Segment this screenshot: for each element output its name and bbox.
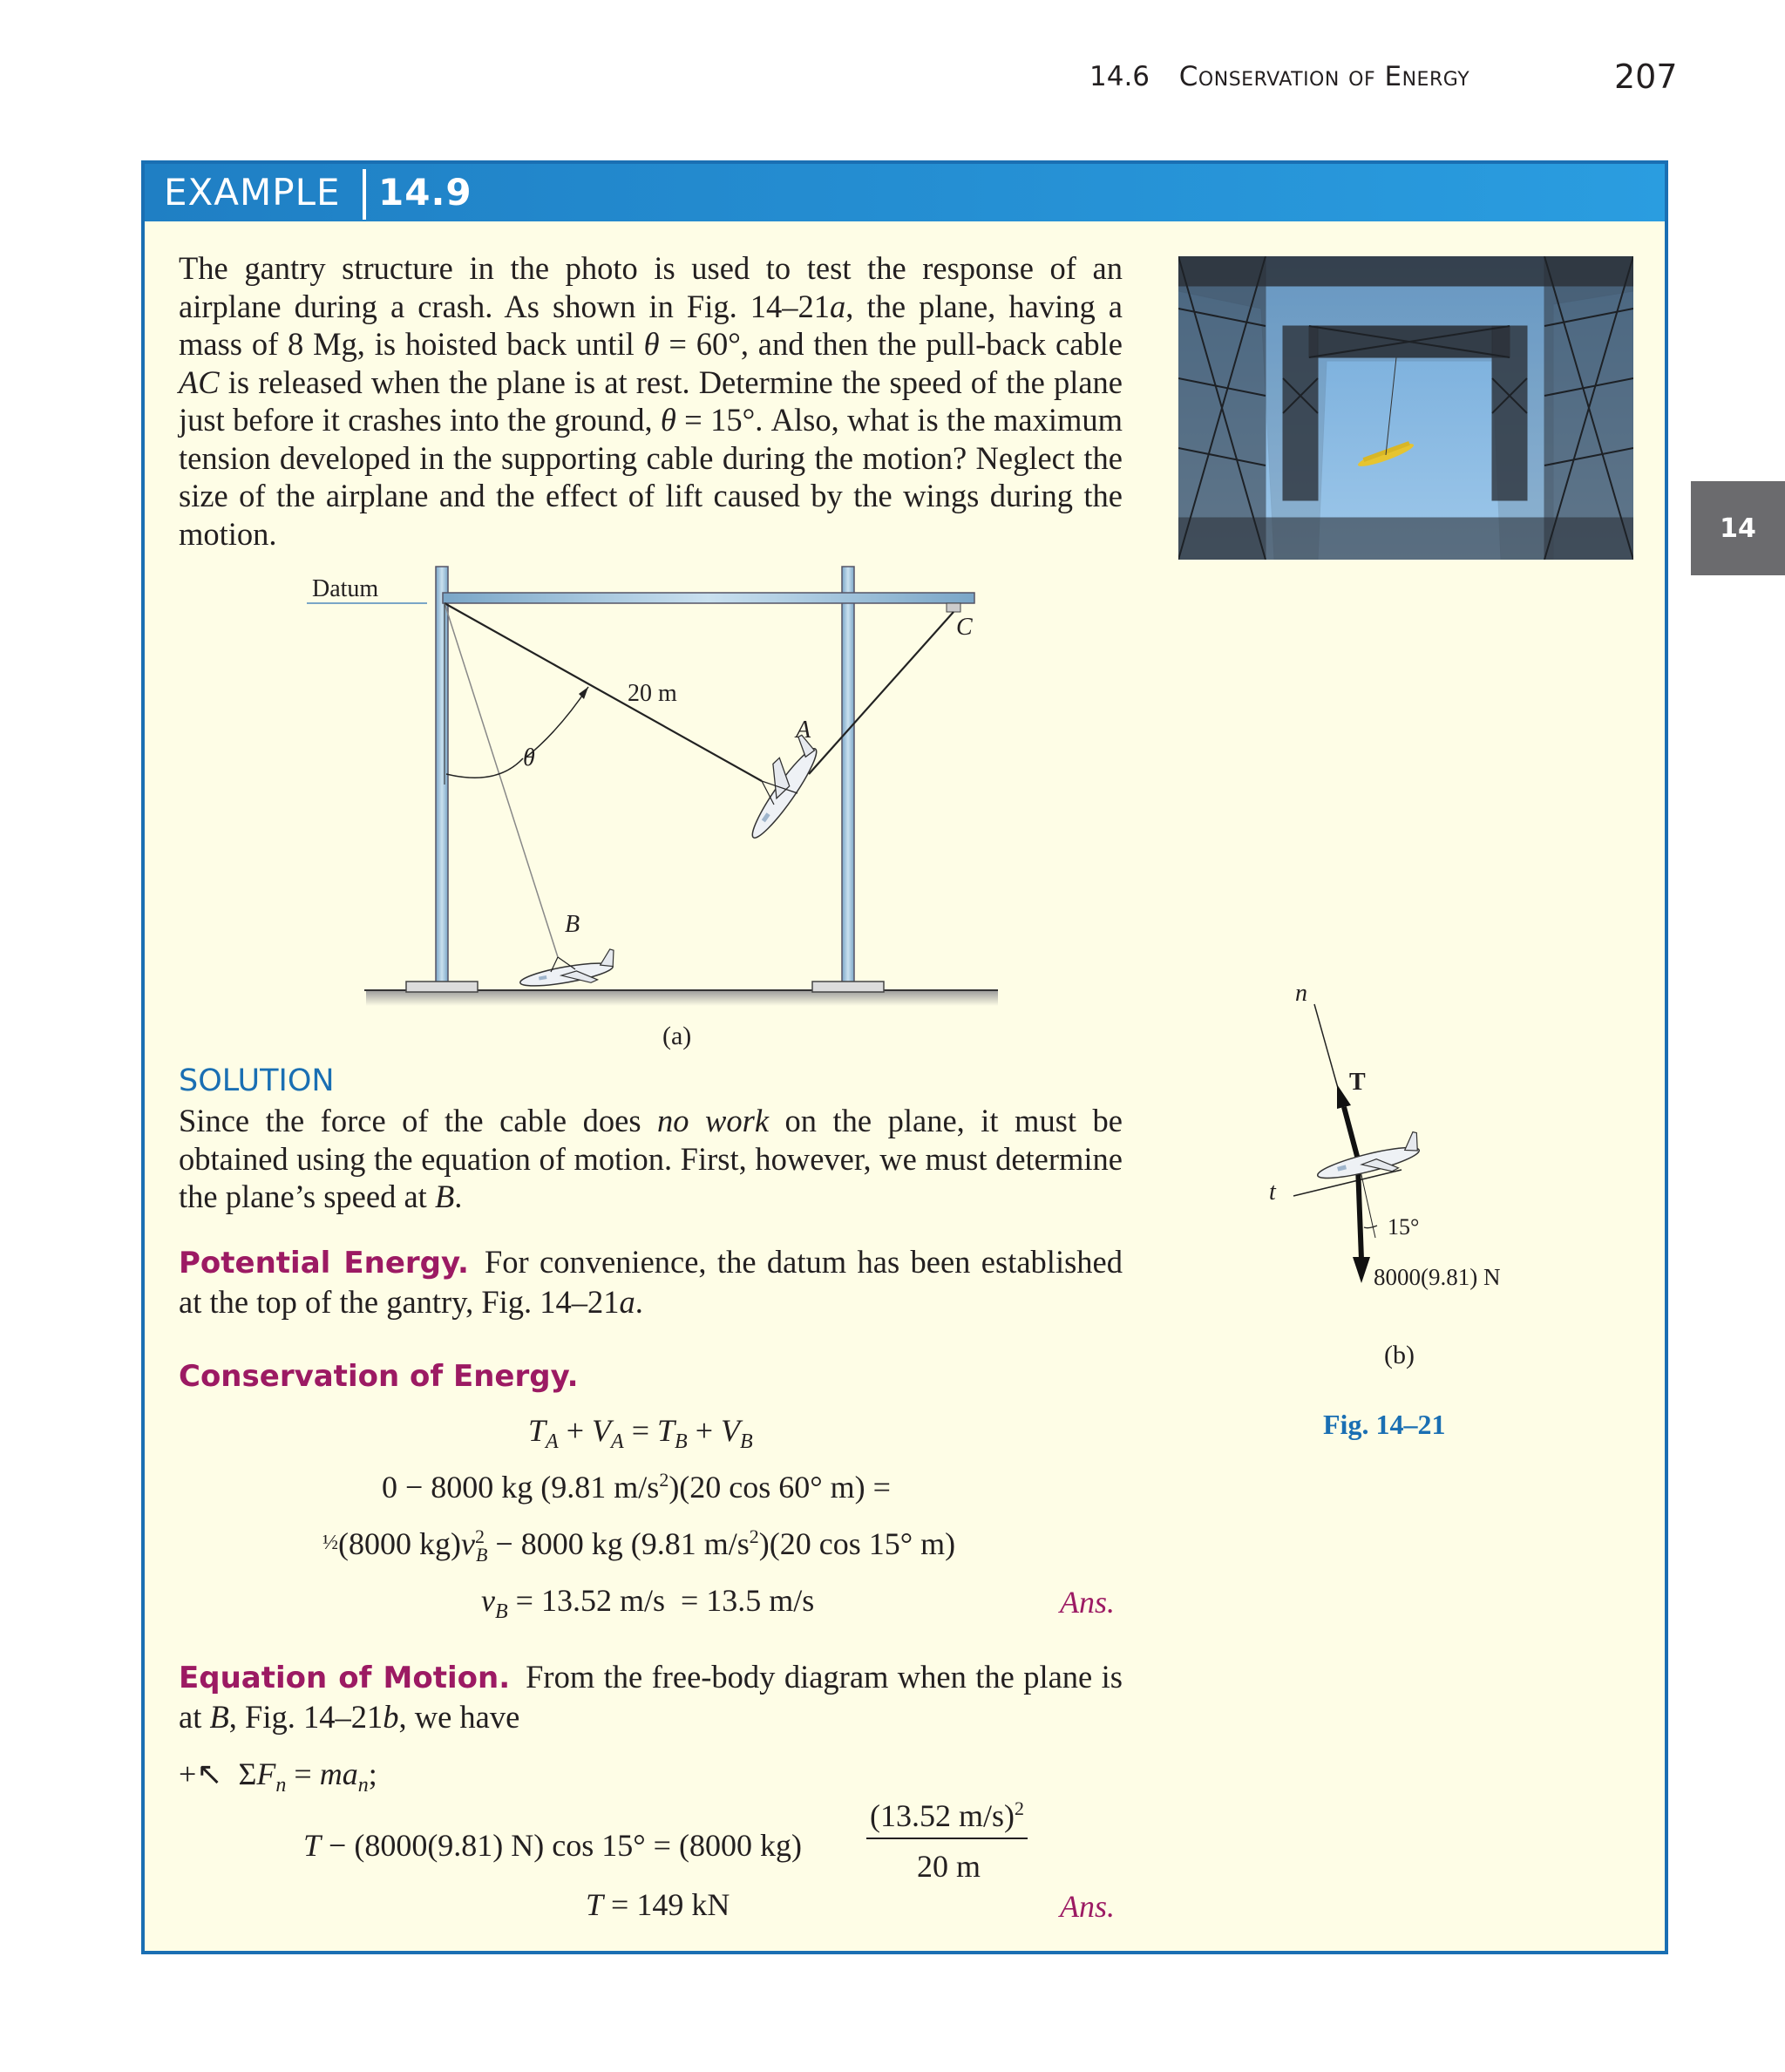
section-number: 14.6 [1089,61,1150,92]
equation-motion-numerator: (13.52 m/s)$^2$ [866,1797,1028,1839]
equation-motion-left: T − (8000(9.81) N) cos 15° = (8000 kg) [303,1828,802,1863]
pe-heading: Potential Energy. [179,1246,469,1281]
figure-a-diagram [296,558,1011,1055]
tension-arrow [1344,1107,1358,1159]
gantry-photo [1178,256,1633,560]
example-number: 14.9 [378,171,472,214]
figure-b-fbd [1238,976,1534,1308]
equation-tension-result: T = 149 kN [586,1887,730,1922]
page-number: 207 [1614,58,1678,96]
equation-sum-forces: +↖ $\Sigma F_n = ma_n$; [179,1756,377,1797]
equation-motion-denominator: 20 m [917,1849,981,1884]
solution-heading: SOLUTION [179,1063,335,1098]
equation-energy-balance: $T_A + V_A = T_B + V_B$ [528,1413,753,1454]
right-post [842,567,854,990]
answer-mark-tension: Ans. [1060,1889,1115,1924]
figure-b-caption: (b) [1384,1341,1415,1369]
equation-energy-B: ½(8000 $kg)v^2_B - 8000$ kg (9.81 $m/s^2)(20$ cos 15° m) [322,1525,956,1566]
top-beam [443,593,974,603]
left-post [436,567,448,990]
answer-mark-speed: Ans. [1060,1585,1115,1620]
equation-speed-result: $v_B = 13.52$ m/s = 13.5 m/s [481,1583,815,1624]
n-label: n [1295,980,1307,1007]
point-C-label: C [956,614,973,641]
datum-label: Datum [312,575,379,602]
coe-paragraph [179,1356,1123,1396]
tension-label: T [1349,1069,1366,1096]
eom-heading: Equation of Motion. [179,1661,511,1695]
equation-energy-A: 0 − 8000 kg (9.81 $m/s^2)(20$ cos 60° m) = [382,1469,891,1505]
potential-energy-paragraph: Potential Energy. For convenience, the datum has been established at the top of the gantry, Fig. 14–21a. [179,1244,1123,1320]
example-banner [145,164,1665,221]
cable-AC [809,612,954,774]
point-B-label: B [565,911,580,938]
section-title: Conservation of Energy [1178,61,1470,92]
solution-intro: Since the force of the cable does no work on the plane, it must be obtained using the equation of motion. First, however, we must determine the plane’s speed at B. [179,1103,1123,1214]
weight-arrow [1358,1166,1361,1260]
theta-label: θ [523,744,535,771]
length-label: 20 m [628,680,677,707]
figure-a-caption: (a) [662,1022,692,1050]
plane-in-fbd [1313,1131,1424,1189]
problem-statement: The gantry structure in the photo is used to test the response of an airplane during a crash. As shown in Fig. 14–21a, the plane, having a mass of 8 Mg, is hoisted back until θ = 60°, and then the pull-back cable AC is released when the plane is at rest. Determine the speed of the plane just before it crashes into the ground, θ = 15°. Also, what is the maximum tension developed in the supporting cable during the motion? Neglect the size of the airplane and the effect of lift caused by the wings during the motion. [179,250,1123,552]
angle-label: 15° [1388,1214,1420,1240]
cable-to-A [445,603,762,781]
coe-heading: Conservation of Energy. [179,1359,579,1394]
example-label: EXAMPLE [164,171,341,214]
plane-at-B [517,948,618,995]
t-label: t [1269,1179,1276,1206]
chapter-tab: 14 [1691,481,1785,575]
weight-label: 8000(9.81) N [1374,1264,1501,1290]
running-head [1089,61,1469,92]
point-A-label: A [796,717,811,744]
eom-paragraph: Equation of Motion. From the free-body diagram when the plane is at B, Fig. 14–21b, we have [179,1659,1123,1735]
figure-label: Fig. 14–21 [1323,1409,1446,1440]
banner-divider [363,169,366,220]
